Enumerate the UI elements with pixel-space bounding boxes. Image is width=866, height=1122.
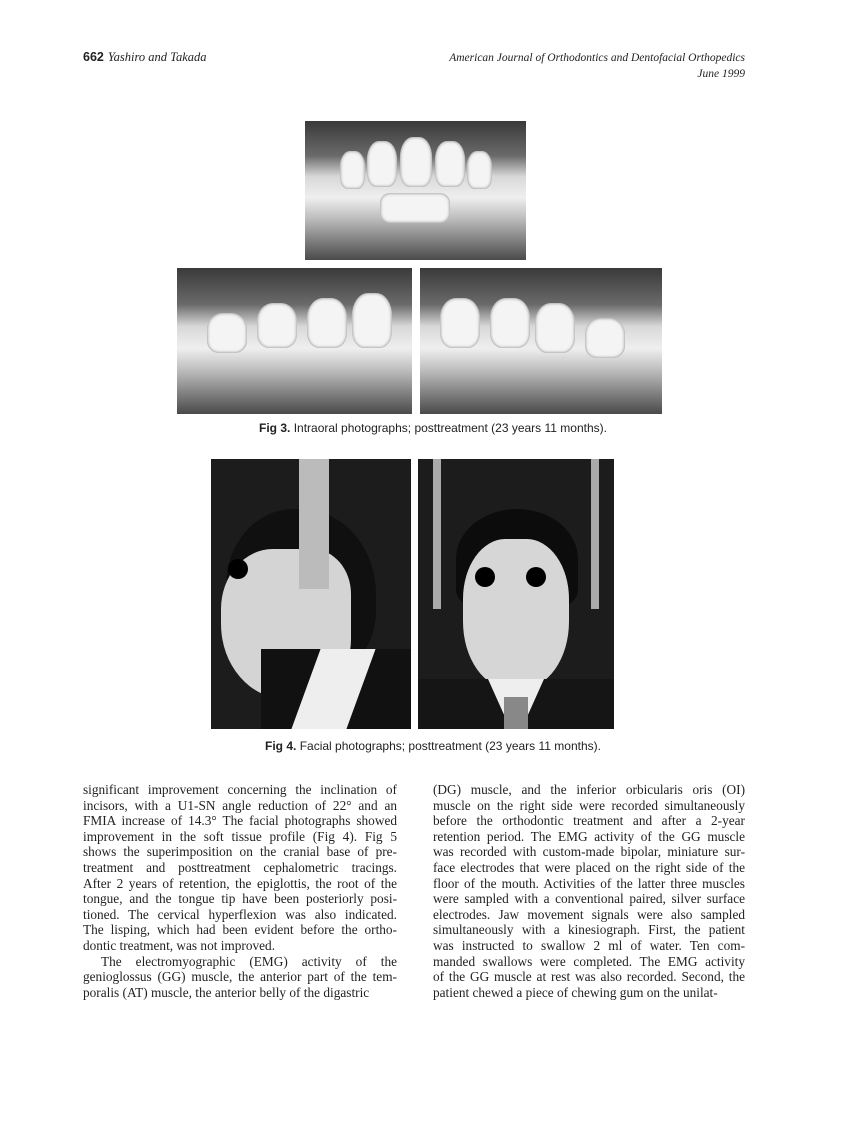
text-line: incisors, with a U1-SN angle reduction of 22° and an <box>83 797 397 813</box>
text-line: muscle on the right side were recorded simultaneously <box>433 797 745 813</box>
journal-title: American Journal of Orthodontics and Dentofacial Orthopedics <box>449 52 745 64</box>
text-line: face electrodes that were placed on the right side of the <box>433 859 745 875</box>
fig3-label: Fig 3. <box>259 421 291 435</box>
text-line: treatment and posttreatment cephalometric tracings. <box>83 859 397 875</box>
text-line: were sampled with a conventional paired, silver surface <box>433 891 745 907</box>
text-line: manded swallows were completed. The EMG activity <box>433 953 745 969</box>
text-line: patient chewed a piece of chewing gum on the unilat- <box>433 984 718 1000</box>
text-line: electrodes. Jaw movement signals were also sampled <box>433 906 745 922</box>
fig4-caption-text: Facial photographs; posttreatment (23 years 11 months). <box>299 739 601 753</box>
text-line: (DG) muscle, and the inferior orbicularis oris (OI) <box>433 782 745 797</box>
issue-date: June 1999 <box>697 68 745 80</box>
text-line: improvement in the soft tissue profile (Fig 4). Fig 5 <box>83 828 397 844</box>
text-line: poralis (AT) muscle, the anterior belly of the digastric <box>83 984 370 1000</box>
text-line: retention period. The EMG activity of the GG muscle <box>433 828 745 844</box>
text-line: was instructed to swallow 2 ml of water. Ten com- <box>433 937 745 953</box>
text-line: of the GG muscle at rest was also recorded. Second, the <box>433 969 745 985</box>
text-line: dontic treatment, was not improved. <box>83 937 276 953</box>
page-number: 662 <box>83 50 104 64</box>
text-line: was recorded with custom-made bipolar, miniature sur- <box>433 844 745 860</box>
body-right-column <box>433 782 745 1000</box>
text-line: The electromyographic (EMG) activity of the <box>101 953 397 969</box>
text-line: before the orthodontic treatment and after a 2-year <box>433 813 745 829</box>
text-line: After 2 years of retention, the epiglottis, the root of the <box>83 875 397 891</box>
text-line: genioglossus (GG) muscle, the anterior part of the tem- <box>83 969 397 985</box>
intraoral-photo-right <box>177 268 412 414</box>
text-line: tongue, and the tongue tip have been posteriorly posi- <box>83 891 397 907</box>
fig4-label: Fig 4. <box>265 739 297 753</box>
text-line: FMIA increase of 14.3° The facial photographs showed <box>83 813 397 829</box>
facial-photo-profile <box>211 459 411 729</box>
intraoral-photo-frontal <box>305 121 526 260</box>
text-line: floor of the mouth. Activities of the latter three muscles <box>433 875 745 891</box>
fig3-caption-text: Intraoral photographs; posttreatment (23 years 11 months). <box>293 421 607 435</box>
text-line: The lisping, which had been evident before the ortho- <box>83 922 397 938</box>
text-line: significant improvement concerning the inclination of <box>83 782 397 797</box>
fig4-caption <box>0 739 866 753</box>
running-header-right <box>449 50 745 82</box>
text-line: tioned. The cervical hyperflexion was also indicated. <box>83 906 397 922</box>
text-line: simultaneously with a kinesiograph. First, the patient <box>433 922 745 938</box>
running-header-left <box>83 50 207 65</box>
facial-photo-frontal <box>418 459 614 729</box>
authors: Yashiro and Takada <box>107 50 207 64</box>
intraoral-photo-left <box>420 268 662 414</box>
text-line: shows the superimposition on the cranial base of pre- <box>83 844 397 860</box>
body-left-column <box>83 782 397 1000</box>
fig3-caption <box>0 421 866 435</box>
